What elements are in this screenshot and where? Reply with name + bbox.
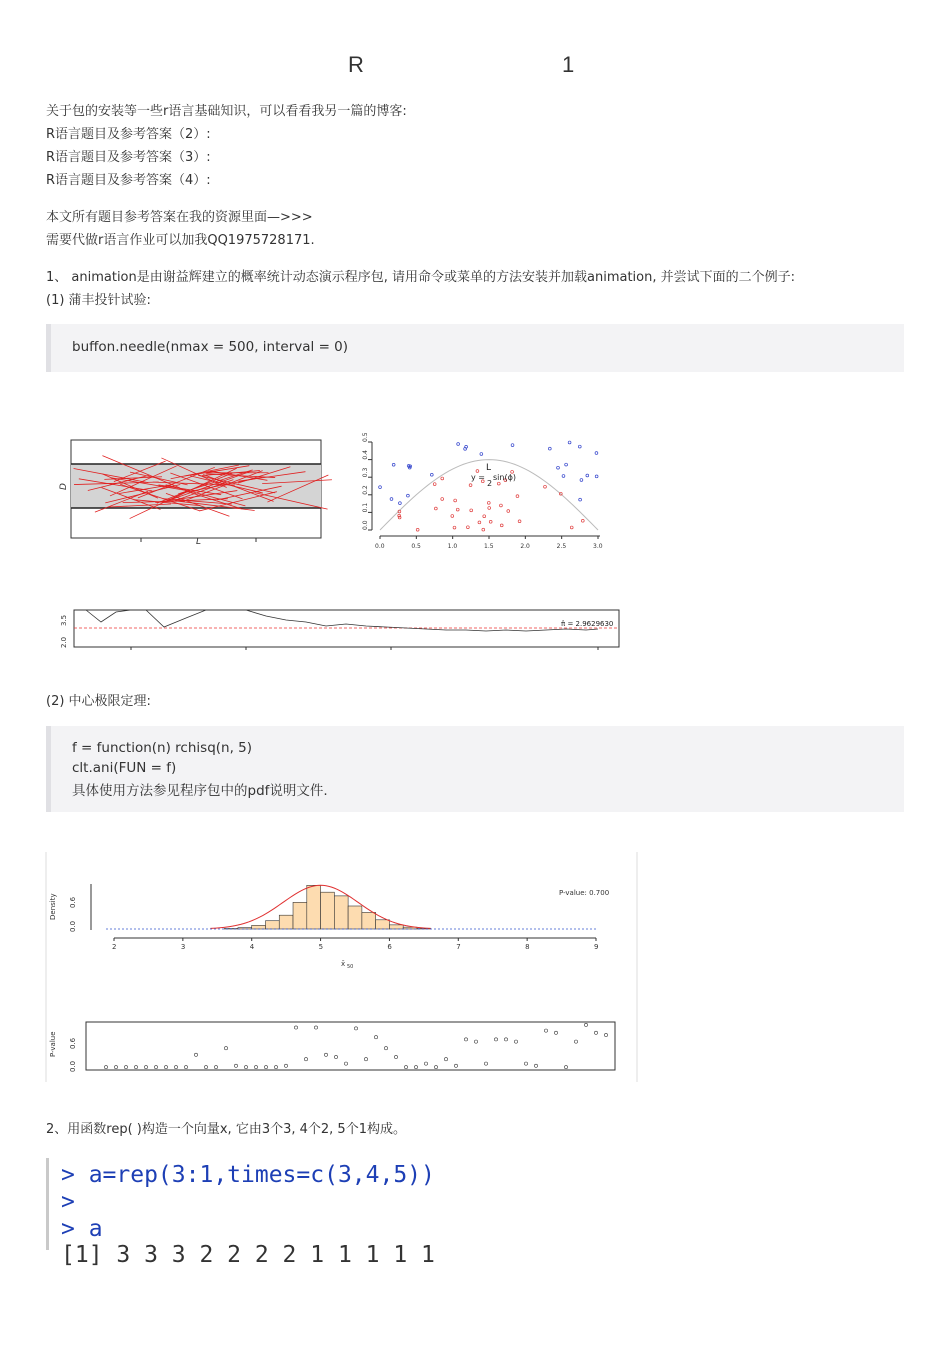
needle-panel <box>59 440 332 547</box>
scatter-point <box>497 482 500 485</box>
question-2: 2、用函数rep( )构造一个向量x, 它由3个3, 4个2, 5个1构成。 <box>46 1122 406 1137</box>
curve-label-eq: y = <box>471 473 485 482</box>
clt-figure <box>46 852 638 1082</box>
pvalue-panel <box>49 1022 615 1072</box>
histogram-panel <box>49 884 609 970</box>
curve-label-L: L <box>486 463 492 473</box>
scatter-point <box>487 501 490 504</box>
intro-text: 关于包的安装等一些r语言基础知识，可以看看我另一篇的博客: <box>46 104 407 119</box>
scatter-point <box>441 477 444 480</box>
hist-xtick-label: 6 <box>387 943 392 951</box>
scatter-point <box>544 485 547 488</box>
hist-bar <box>362 912 376 929</box>
code-block-1 <box>46 324 904 372</box>
scatter-point <box>469 484 472 487</box>
scatter-point <box>565 463 568 466</box>
scatter-point <box>466 526 469 529</box>
scatter-point <box>579 498 582 501</box>
scatter-ytick-label: 0.0 <box>362 520 369 530</box>
scatter-xtick-label: 1.5 <box>484 543 494 550</box>
scatter-point <box>557 466 560 469</box>
console-line: > a=rep(3:1,times=c(3,4,5)) <box>61 1162 435 1188</box>
scatter-point <box>511 444 514 447</box>
hist-xtick-label: 7 <box>456 943 461 951</box>
hist-bar <box>321 892 335 929</box>
scatter-point <box>434 507 437 510</box>
scatter-ytick-label: 0.3 <box>362 467 369 478</box>
scatter-point <box>578 445 581 448</box>
estimate-ytick: 2.0 <box>60 636 68 648</box>
console-line: > <box>61 1189 75 1215</box>
scatter-point <box>483 515 486 518</box>
scatter-point <box>470 509 473 512</box>
scatter-point <box>581 519 584 522</box>
scatter-point <box>482 528 485 531</box>
scatter-point <box>451 515 454 518</box>
scatter-point <box>507 510 510 513</box>
scatter-point <box>398 502 401 505</box>
hist-xtick-label: 3 <box>180 943 186 951</box>
hist-bar <box>252 925 266 929</box>
scatter-point <box>476 470 479 473</box>
scatter-xtick-label: 2.0 <box>520 543 530 550</box>
hist-xlabel: x̄ <box>341 960 346 968</box>
scatter-ytick-label: 0.5 <box>362 432 369 442</box>
scatter-point <box>500 524 503 527</box>
scatter-ytick-label: 0.1 <box>362 502 369 513</box>
scatter-point <box>390 498 393 501</box>
hist-xtick-label: 8 <box>525 943 530 951</box>
estimate-panel <box>60 610 619 650</box>
title-right: 1 <box>562 52 575 77</box>
scatter-point <box>441 498 444 501</box>
scatter-point <box>500 504 503 507</box>
scatter-point <box>580 479 583 482</box>
scatter-point <box>548 447 551 450</box>
scatter-point <box>570 526 573 529</box>
scatter-xtick-label: 3.0 <box>593 543 603 550</box>
hist-xlabel-sub: 50 <box>347 964 354 970</box>
page-title <box>0 52 950 82</box>
hist-xtick-label: 9 <box>594 943 599 951</box>
curve-label-sin: sin(ϕ) <box>493 473 516 482</box>
code-line: buffon.needle(nmax = 500, interval = 0) <box>72 339 349 355</box>
hist-bar <box>279 915 293 929</box>
hist-bar <box>238 928 252 929</box>
contact-note: 需要代做r语言作业可以加我QQ1975728171. <box>46 233 315 248</box>
scatter-point <box>568 441 571 444</box>
blog-link-4[interactable]: R语言题目及参考答案（4）: <box>46 173 211 188</box>
scatter-point <box>478 521 481 524</box>
blog-link-3[interactable]: R语言题目及参考答案（3）: <box>46 150 211 165</box>
code-line: f = function(n) rchisq(n, 5) <box>72 740 253 756</box>
scatter-point <box>392 463 395 466</box>
scatter-point <box>407 494 410 497</box>
scatter-point <box>416 528 419 531</box>
scatter-point <box>379 486 382 489</box>
question-1-sub2: (2) 中心极限定理: <box>46 694 151 709</box>
question-1: 1、 animation是由谢益辉建立的概率统计动态演示程序包, 请用命令或菜单的方法安装并加载animation, 并尝试下面的二个例子: <box>46 270 796 285</box>
hist-bar <box>334 896 348 929</box>
curve-label-2: 2 <box>487 479 493 488</box>
scatter-point <box>586 474 589 477</box>
needle-xlabel: L <box>196 537 202 547</box>
scatter-point <box>595 452 598 455</box>
scatter-point <box>456 508 459 511</box>
scatter-point <box>457 443 460 446</box>
buffon-needle-figure <box>46 420 626 660</box>
pvalue-ylabel: P-value <box>49 1031 57 1057</box>
estimate-label: π̂ = 2.9629630 <box>561 620 614 628</box>
scatter-point <box>595 475 598 478</box>
scatter-point <box>516 495 519 498</box>
resource-note: 本文所有题目参考答案在我的资源里面—>>> <box>46 210 313 225</box>
hist-bar <box>389 925 403 929</box>
scatter-point <box>562 475 565 478</box>
r-console-screenshot <box>46 1158 469 1268</box>
estimate-ytick: 3.5 <box>60 614 68 626</box>
scatter-ytick-label: 0.2 <box>362 485 369 495</box>
hist-bar <box>307 885 321 929</box>
hist-ytick: 0.0 <box>69 920 77 932</box>
question-1-sub1: (1) 蒲丰投针试验: <box>46 293 151 308</box>
pvalue-ytick: 0.6 <box>69 1037 77 1049</box>
scatter-panel <box>362 432 603 550</box>
console-line: > a <box>61 1216 103 1242</box>
scatter-point <box>454 499 457 502</box>
code-line: 具体使用方法参见程序包中的pdf说明文件. <box>72 783 328 799</box>
scatter-xtick-label: 2.5 <box>556 543 567 550</box>
blog-link-2[interactable]: R语言题目及参考答案（2）: <box>46 127 211 142</box>
scatter-xtick-label: 1.0 <box>447 543 458 550</box>
scatter-point <box>489 520 492 523</box>
scatter-point <box>480 453 483 456</box>
scatter-point <box>430 473 433 476</box>
scatter-xtick-label: 0.0 <box>375 543 385 550</box>
hist-bar <box>348 906 362 929</box>
hist-xtick-label: 2 <box>112 943 117 951</box>
scatter-point <box>518 520 521 523</box>
hist-xtick-label: 5 <box>318 943 324 951</box>
needle-ylabel: D <box>59 483 69 490</box>
hist-bar <box>293 902 307 929</box>
hist-ylabel: Density <box>49 893 57 920</box>
pvalue-annotation: P-value: 0.700 <box>559 889 610 897</box>
hist-bar <box>265 921 279 929</box>
code-line: clt.ani(FUN = f) <box>72 760 177 776</box>
scatter-ytick-label: 0.4 <box>362 450 369 460</box>
hist-bar <box>376 920 390 929</box>
hist-xtick-label: 4 <box>249 943 255 951</box>
scatter-point <box>453 526 456 529</box>
scatter-xtick-label: 0.5 <box>411 543 421 550</box>
pvalue-ytick: 0.0 <box>69 1060 77 1072</box>
scatter-point <box>488 507 491 510</box>
hist-ytick: 0.6 <box>69 896 77 908</box>
scatter-point <box>398 516 401 519</box>
scatter-point <box>433 483 436 486</box>
title-left: R <box>348 52 364 77</box>
code-block-2 <box>46 726 904 812</box>
console-output: [1] 3 3 3 2 2 2 2 1 1 1 1 1 <box>61 1242 435 1268</box>
